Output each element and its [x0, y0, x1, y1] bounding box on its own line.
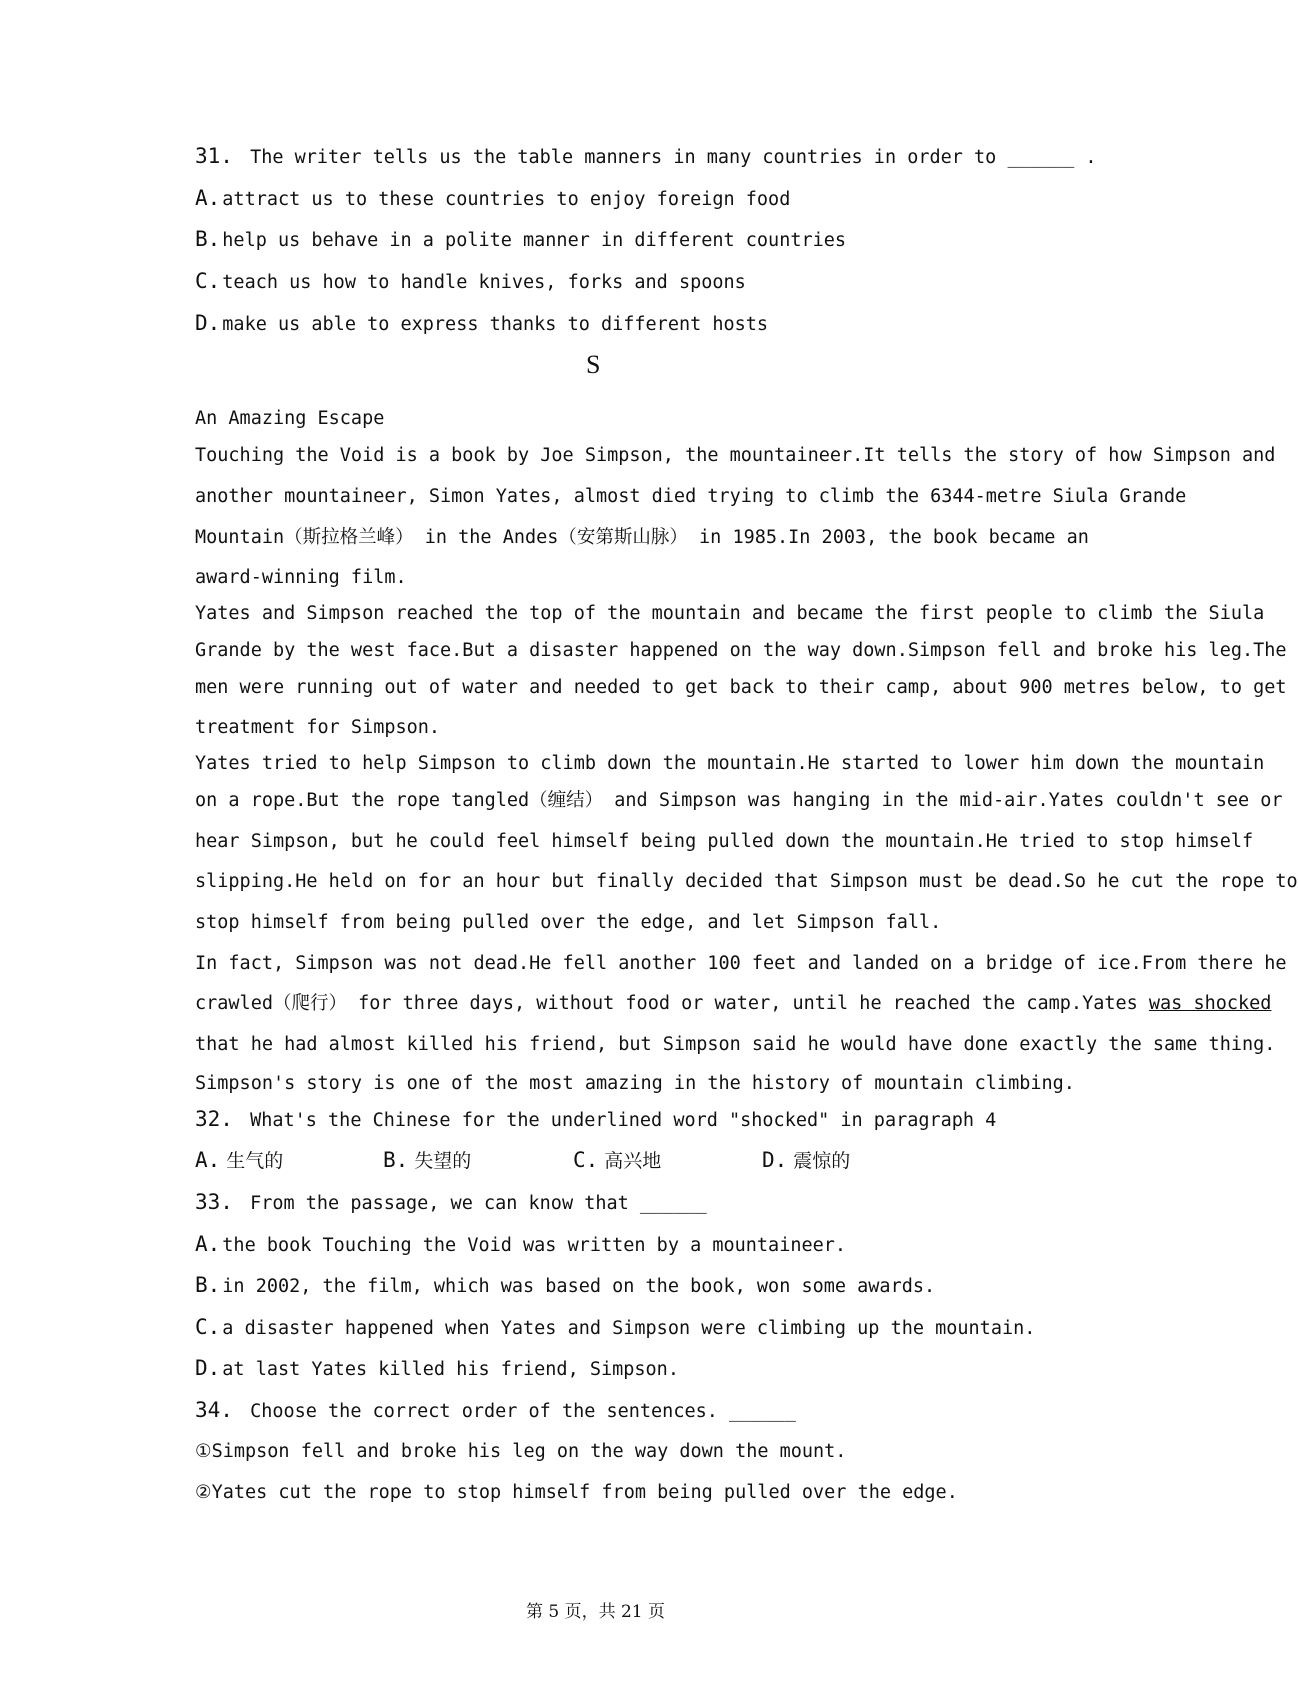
option-letter: A. — [195, 1148, 221, 1172]
question-31-stem — [195, 146, 1097, 168]
passage-line: hear Simpson, but he could feel himself being pulled down the mountain.He tried to stop himself — [195, 831, 1254, 852]
passage-line: Mountain（斯拉格兰峰） in the Andes（安第斯山脉） in 1985.In 2003, the book became an — [195, 527, 1089, 548]
question-33-stem — [195, 1192, 707, 1214]
question-33-option-a — [195, 1234, 846, 1256]
question-33-option-b — [195, 1275, 935, 1297]
question-text: Choose the correct order of the sentences. ______ — [250, 1401, 796, 1422]
question-number: 32. — [195, 1107, 233, 1131]
question-32-option-a — [195, 1150, 283, 1172]
question-32-option-b — [383, 1150, 471, 1172]
section-letter: S — [586, 350, 601, 379]
passage-line: Touching the Void is a book by Joe Simpson, the mountaineer.It tells the story of how Simpson and — [195, 445, 1276, 466]
option-letter: A. — [195, 1232, 221, 1256]
question-text: From the passage, we can know that ______ — [250, 1193, 707, 1214]
question-number: 33. — [195, 1190, 233, 1214]
passage-line: that he had almost killed his friend, but Simpson said he would have done exactly the same thing. — [195, 1034, 1276, 1055]
question-34-item-2: ②Yates cut the rope to stop himself from being pulled over the edge. — [195, 1482, 958, 1503]
option-letter: D. — [195, 1356, 221, 1380]
question-number: 34. — [195, 1398, 233, 1422]
option-letter: A. — [195, 186, 221, 210]
passage-line: award-winning film. — [195, 567, 407, 588]
option-text: at last Yates killed his friend, Simpson. — [222, 1359, 679, 1380]
passage-line: Grande by the west face.But a disaster happened on the way down.Simpson fell and broke his leg.The — [195, 640, 1287, 661]
question-32-option-c — [573, 1150, 661, 1172]
option-text: help us behave in a polite manner in different countries — [222, 230, 847, 251]
option-text: 失望的 — [414, 1150, 472, 1172]
option-text: a disaster happened when Yates and Simpson were climbing up the mountain. — [222, 1318, 1036, 1339]
question-31-option-d — [195, 313, 768, 335]
question-31-option-a — [195, 188, 790, 210]
option-text: 高兴地 — [604, 1150, 662, 1172]
option-letter: D. — [762, 1148, 788, 1172]
passage-line: men were running out of water and needed to get back to their camp, about 900 metres below, to get — [195, 677, 1287, 698]
question-32-stem — [195, 1109, 996, 1131]
question-34-stem — [195, 1400, 796, 1422]
passage-line: Yates tried to help Simpson to climb down the mountain.He started to lower him down the mountain — [195, 753, 1265, 774]
question-31-option-c — [195, 271, 746, 293]
question-text: What's the Chinese for the underlined word "shocked" in paragraph 4 — [250, 1110, 997, 1131]
option-letter: B. — [195, 227, 221, 251]
question-32-option-d — [762, 1150, 850, 1172]
passage-title: An Amazing Escape — [195, 408, 385, 429]
question-number: 31. — [195, 144, 233, 168]
option-letter: B. — [383, 1148, 409, 1172]
question-33-option-c — [195, 1317, 1035, 1339]
question-34-item-1: ①Simpson fell and broke his leg on the way down the mount. — [195, 1441, 847, 1462]
passage-line: another mountaineer, Simon Yates, almost died trying to climb the 6344-metre Siula Grande — [195, 486, 1187, 507]
passage-line: Simpson's story is one of the most amazing in the history of mountain climbing. — [195, 1073, 1075, 1094]
passage-line: stop himself from being pulled over the edge, and let Simpson fall. — [195, 912, 942, 933]
underlined-word: was shocked — [1148, 993, 1272, 1014]
option-letter: C. — [195, 269, 221, 293]
passage-line: on a rope.But the rope tangled（缠结） and Simpson was hanging in the mid-air.Yates couldn't see or — [195, 790, 1283, 811]
page-footer: 第 5 页，共 21 页 — [525, 1602, 666, 1622]
passage-line: treatment for Simpson. — [195, 717, 441, 738]
question-33-option-d — [195, 1358, 679, 1380]
option-letter: B. — [195, 1273, 221, 1297]
option-text: the book Touching the Void was written by a mountaineer. — [222, 1235, 847, 1256]
passage-line: crawled（爬行） for three days, without food or water, until he reached the camp.Yates was shocked — [195, 993, 1272, 1014]
option-letter: C. — [195, 1315, 221, 1339]
passage-line: Yates and Simpson reached the top of the mountain and became the first people to climb the Siula — [195, 603, 1265, 624]
option-text: make us able to express thanks to different hosts — [222, 314, 769, 335]
option-text: in 2002, the film, which was based on the book, won some awards. — [222, 1276, 936, 1297]
passage-line: slipping.He held on for an hour but finally decided that Simpson must be dead.So he cut the rope to — [195, 871, 1298, 892]
option-text: 震惊的 — [793, 1150, 851, 1172]
question-31-option-b — [195, 229, 846, 251]
option-letter: C. — [573, 1148, 599, 1172]
option-letter: D. — [195, 311, 221, 335]
option-text: teach us how to handle knives, forks and spoons — [222, 272, 746, 293]
passage-line: In fact, Simpson was not dead.He fell another 100 feet and landed on a bridge of ice.From there he — [195, 953, 1287, 974]
question-text: The writer tells us the table manners in many countries in order to ______ . — [250, 147, 1097, 168]
option-text: 生气的 — [226, 1150, 284, 1172]
option-text: attract us to these countries to enjoy foreign food — [222, 189, 791, 210]
